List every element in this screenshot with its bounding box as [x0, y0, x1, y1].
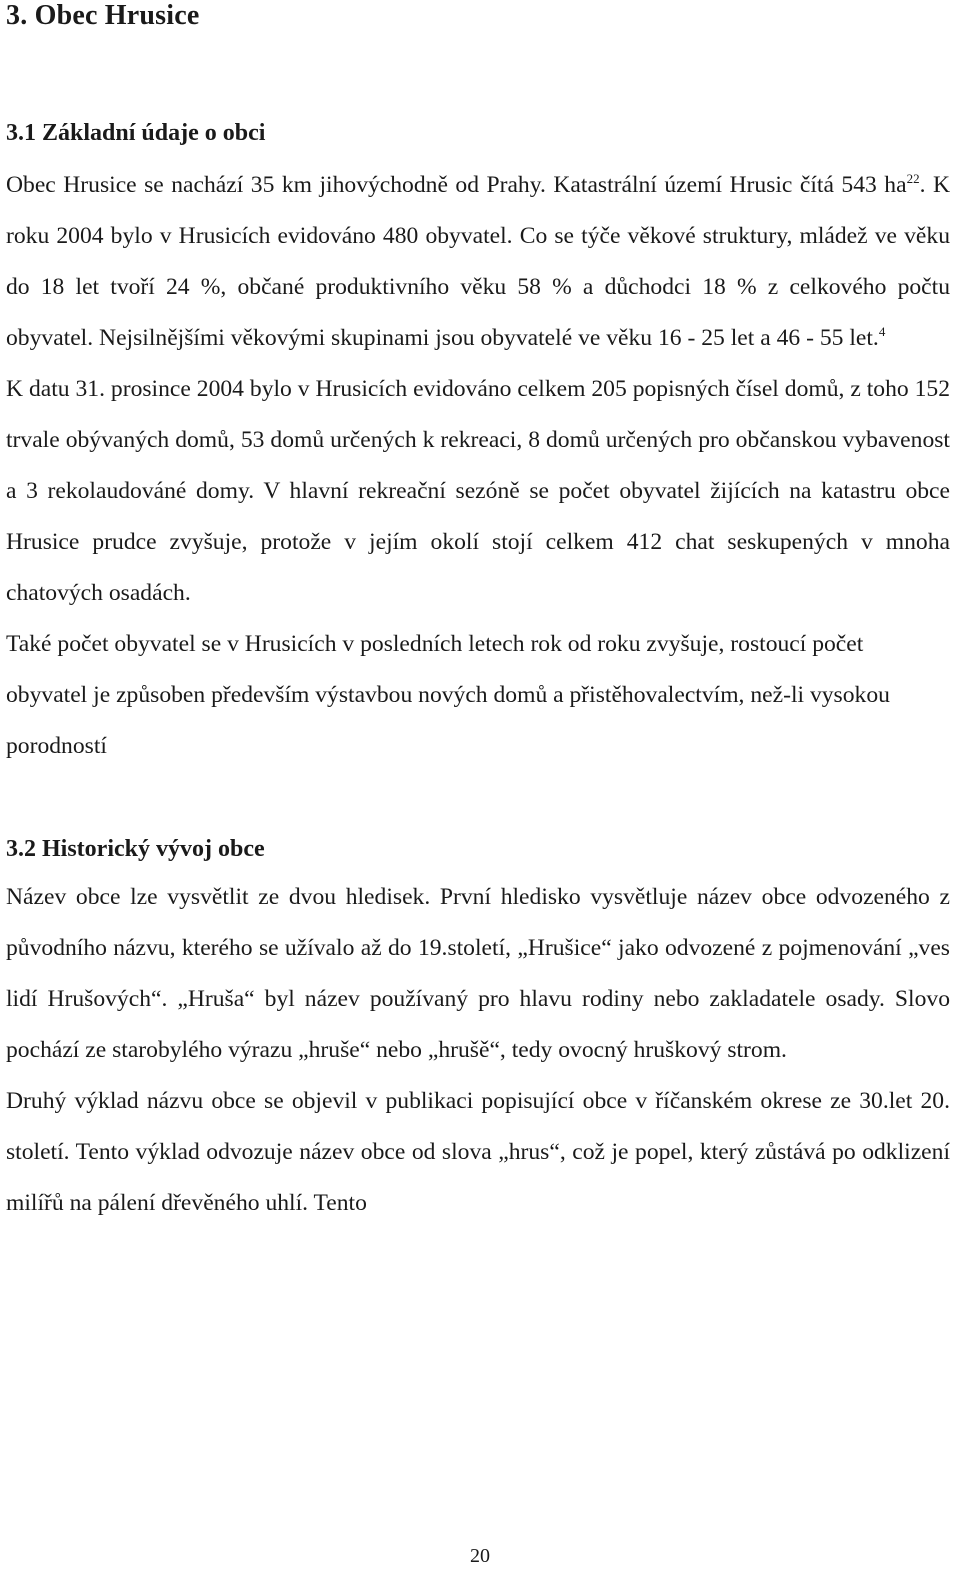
section-heading-history: 3.2 Historický vývoj obce: [6, 836, 265, 862]
footnote-ref-22[interactable]: 22: [906, 171, 920, 187]
paragraph-basic-data-3: Také počet obyvatel se v Hrusicích v posledních letech rok od roku zvyšuje, rostoucí počet obyvatel je způsoben především výstavbou nových domů a přistěhovalectvím, než-li vysokou porodností: [6, 631, 890, 759]
section-heading-basic-data: 3.1 Základní údaje o obci: [6, 120, 266, 146]
paragraph-history-2: Druhý výklad názvu obce se objevil v publikaci popisující obce v říčanském okrese ze 30.let 20. století. Tento výklad odvozuje název obce od slova „hrus“, což je popel, který zůstává po odklizení milířů na pálení dřevěného uhlí. Tento: [6, 1088, 950, 1216]
footnote-ref-4[interactable]: 4: [878, 324, 886, 340]
paragraph-basic-data-2: K datu 31. prosince 2004 bylo v Hrusicích evidováno celkem 205 popisných čísel domů, z toho 152 trvale obývaných domů, 53 domů určených k rekreaci, 8 domů určených pro občanskou vybavenost a 3 rekolaudováné domy. V hlavní rekreační sezóně se počet obyvatel žijících na katastru obce Hrusice prudce zvyšuje, protože v jejím okolí stojí celkem 412 chat seskupených v mnoha chatových osadách.: [6, 376, 950, 606]
paragraph-history-1: Název obce lze vysvětlit ze dvou hledisek. První hledisko vysvětluje název obce odvozeného z původního názvu, kterého se užívalo až do 19.století, „Hrušice“ jako odvozené z pojmenování „ves lidí Hrušových“. „Hruša“ byl název používaný pro hlavu rodiny nebo zakladatele osady. Slovo pochází ze starobylého výrazu „hruše“ nebo „hrušě“, tedy ovocný hruškový strom.: [6, 884, 950, 1063]
chapter-heading: 3. Obec Hrusice: [6, 0, 200, 31]
paragraph-basic-data-1: [6, 160, 950, 364]
paragraph-text: Obec Hrusice se nachází 35 km jihovýchodně od Prahy. Katastrální území Hrusic čítá 543 ha: [6, 172, 907, 198]
document-page: [6, 0, 950, 1229]
page-number: 20: [470, 1545, 490, 1567]
paragraph-text: . K roku 2004 bylo v Hrusicích evidováno 480 obyvatel. Co se týče věkové struktury, mládež ve věku do 18 let tvoří 24 %, občané produktivního věku 58 % a důchodci 18 % z celkového počtu obyvatel. Nejsilnějšími věkovými skupinami jsou obyvatelé ve věku 16 - 25 let a 46 - 55 let.: [6, 172, 950, 351]
